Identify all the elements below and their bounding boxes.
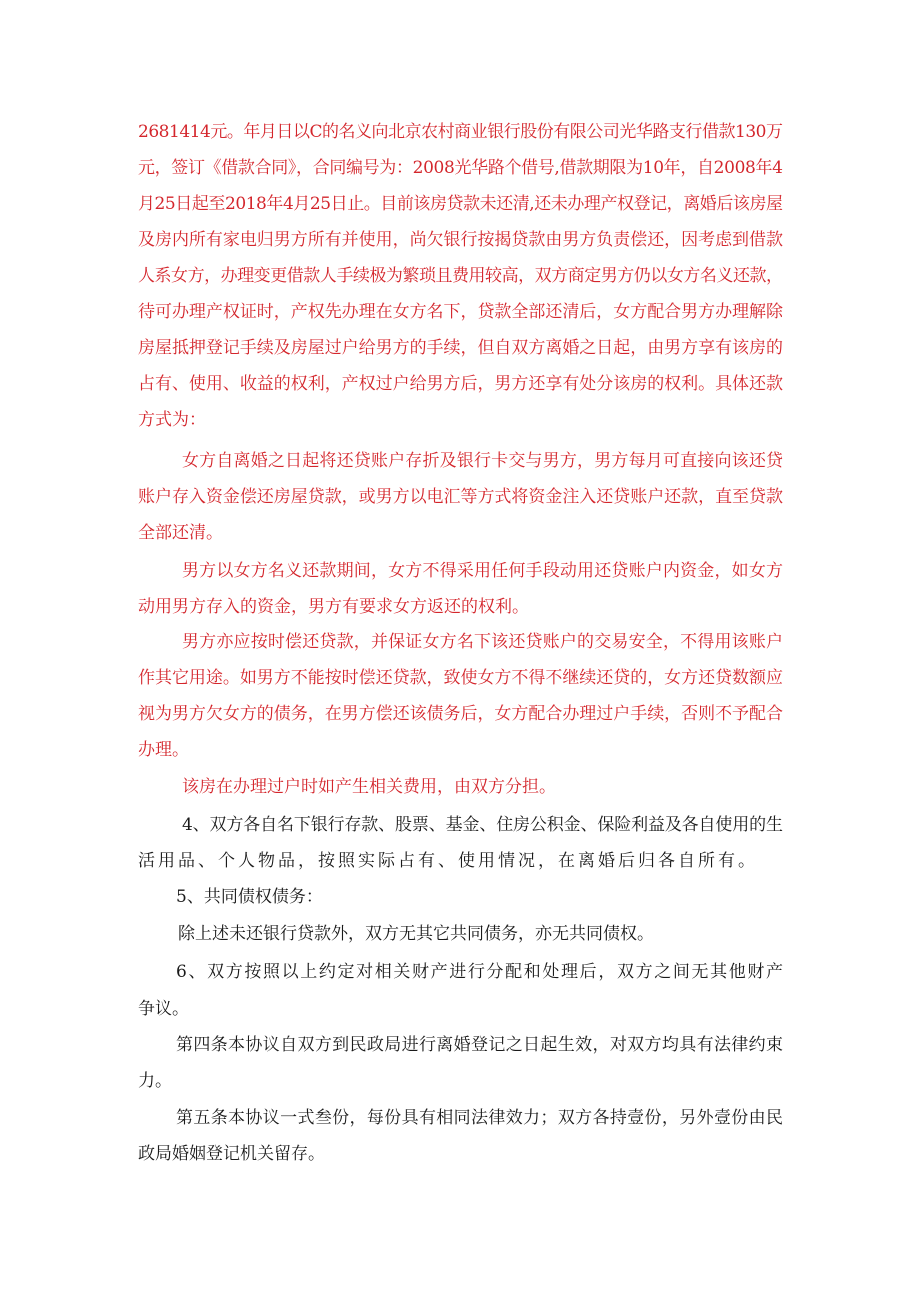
paragraph-line-20: 4、双方各自名下银行存款、股票、基金、住房公积金、保险利益及各自使用的生: [182, 815, 783, 835]
paragraph-line-14: 动用男方存入的资金，男方有要求女方返还的权利。: [138, 597, 529, 617]
paragraph-line-13: 男方以女方名义还款期间，女方不得采用任何手段动用还贷账户内资金，如女方: [182, 561, 784, 581]
paragraph-line-9: 方式为：: [138, 410, 206, 430]
paragraph-line-21: 活用品、个人物品，按照实际占有、使用情况，在离婚后归各自所有。: [138, 851, 758, 871]
paragraph-line-29: 政局婚姻登记机关留存。: [138, 1144, 325, 1164]
paragraph-line-16: 作其它用途。如男方不能按时偿还贷款，致使女方不得不继续还贷的，女方还贷数额应: [138, 668, 783, 688]
paragraph-line-7: 房屋抵押登记手续及房屋过户给男方的手续，但自双方离婚之日起，由男方享有该房的: [138, 338, 783, 358]
paragraph-line-27: 力。: [138, 1071, 172, 1091]
paragraph-line-8: 占有、使用、收益的权利，产权过户给男方后，男方还享有处分该房的权利。具体还款: [138, 374, 783, 394]
paragraph-line-25: 争议。: [138, 999, 189, 1019]
paragraph-line-10: 女方自离婚之日起将还贷账户存折及银行卡交与男方，男方每月可直接向该还贷: [182, 451, 784, 471]
paragraph-line-24: 6、双方按照以上约定对相关财产进行分配和处理后，双方之间无其他财产: [176, 962, 785, 982]
paragraph-line-6: 待可办理产权证时，产权先办理在女方名下，贷款全部还清后，女方配合男方办理解除: [138, 302, 783, 322]
paragraph-line-11: 账户存入资金偿还房屋贷款，或男方以电汇等方式将资金注入还贷账户还款，直至贷款: [138, 487, 783, 507]
paragraph-line-3: 月25日起至2018年4月25日止。目前该房贷款未还清,还未办理产权登记，离婚后该房屋: [138, 194, 783, 214]
paragraph-line-23: 除上述未还银行贷款外，双方无其它共同债务，亦无共同债权。: [178, 924, 654, 944]
paragraph-line-17: 视为男方欠女方的债务，在男方偿还该债务后，女方配合办理过户手续，否则不予配合: [138, 704, 783, 724]
paragraph-line-12: 全部还清。: [138, 523, 223, 543]
paragraph-line-22: 5、共同债权债务：: [176, 887, 323, 907]
paragraph-line-18: 办理。: [138, 740, 189, 760]
paragraph-line-1: 2681414元。年月日以C的名义向北京农村商业银行股份有限公司光华路支行借款130万: [138, 122, 783, 142]
paragraph-line-26: 第四条本协议自双方到民政局进行离婚登记之日起生效，对双方均具有法律约束: [176, 1035, 784, 1055]
paragraph-line-15: 男方亦应按时偿还贷款，并保证女方名下该还贷账户的交易安全，不得用该账户: [182, 632, 784, 652]
paragraph-line-28: 第五条本协议一式叁份，每份具有相同法律效力；双方各持壹份，另外壹份由民: [176, 1108, 784, 1128]
paragraph-line-4: 及房内所有家电归男方所有并使用，尚欠银行按揭贷款由男方负责偿还，因考虑到借款: [138, 230, 783, 250]
paragraph-line-2: 元，签订《借款合同》，合同编号为：2008光华路个借号,借款期限为10年，自2008年4: [138, 158, 783, 178]
paragraph-line-5: 人系女方，办理变更借款人手续极为繁琐且费用较高，双方商定男方仍以女方名义还款，: [138, 266, 783, 286]
paragraph-line-19: 该房在办理过户时如产生相关费用，由双方分担。: [182, 777, 556, 797]
